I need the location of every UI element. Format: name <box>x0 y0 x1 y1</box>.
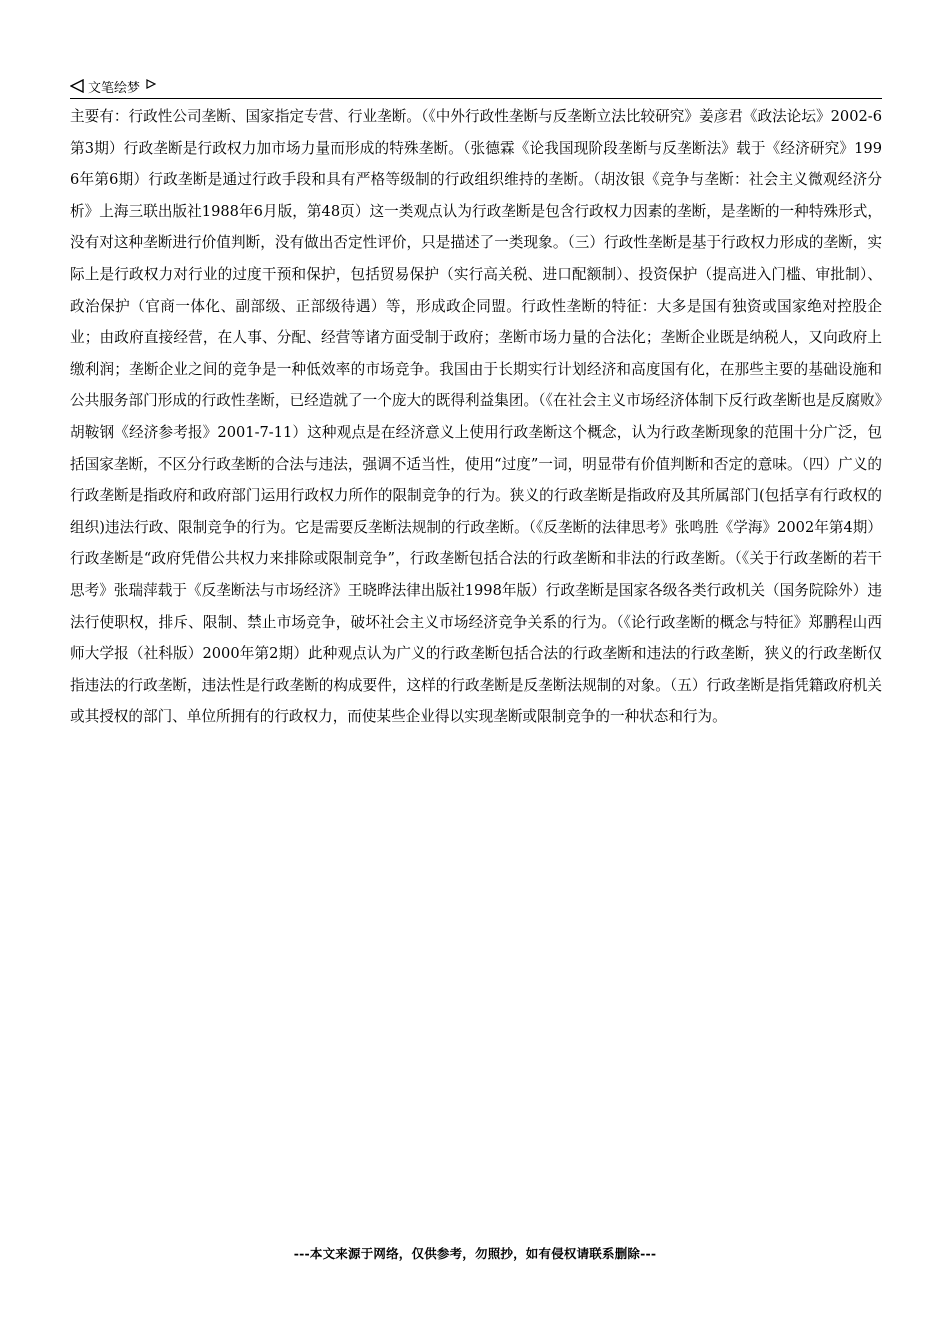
page-header <box>70 74 882 98</box>
header-divider <box>70 98 882 99</box>
header-title: 文笔绘梦 <box>88 80 141 96</box>
triangle-left-outline-icon <box>70 79 84 93</box>
page-footer-disclaimer: ---本文来源于网络，仅供参考，勿照抄，如有侵权请联系删除--- <box>293 1246 657 1261</box>
body-paragraph: 主要有：行政性公司垄断、国家指定专营、行业垄断。（《中外行政性垄断与反垄断立法比较研究》姜彦君《政法论坛》2002-6第3期）行政垄断是行政权力加市场力量而形成的特殊垄断。（张德霖《论我国现阶段垄断与反垄断法》载于《经济研究》1996年第6期）行政垄断是通过行政手段和具有严格等级制的行政组织维持的垄断。（胡汝银《竞争与垄断：社会主义微观经济分析》上海三联出版社1988年6月版，第48页）这一类观点认为行政垄断是包含行政权力因素的垄断，是垄断的一种特殊形式，没有对这种垄断进行价值判断，没有做出否定性评价，只是描述了一类现象。（三）行政性垄断是基于行政权力形成的垄断，实际上是行政权力对行业的过度干预和保护，包括贸易保护（实行高关税、进口配额制）、投资保护（提高进入门槛、审批制）、政治保护（官商一体化、副部级、正部级待遇）等，形成政企同盟。行政性垄断的特征：大多是国有独资或国家绝对控股企业；由政府直接经营，在人事、分配、经营等诸方面受制于政府；垄断市场力量的合法化；垄断企业既是纳税人，又向政府上缴利润；垄断企业之间的竞争是一种低效率的市场竞争。我国由于长期实行计划经济和高度国有化，在那些主要的基础设施和公共服务部门形成的行政性垄断，已经造就了一个庞大的既得利益集团。（《在社会主义市场经济体制下反行政垄断也是反腐败》胡鞍钢《经济参考报》2001-7-11）这种观点是在经济意义上使用行政垄断这个概念，认为行政垄断现象的范围十分广泛，包括国家垄断，不区分行政垄断的合法与违法，强调不适当性，使用“过度”一词，明显带有价值判断和否定的意味。（四）广义的行政垄断是指政府和政府部门运用行政权力所作的限制竞争的行为。狭义的行政垄断是指政府及其所属部门(包括享有行政权的组织)违法行政、限制竞争的行为。它是需要反垄断法规制的行政垄断。（《反垄断的法律思考》张鸣胜《学海》2002年第4期）行政垄断是“政府凭借公共权力来排除或限制竞争”，行政垄断包括合法的行政垄断和非法的行政垄断。（《关于行政垄断的若干思考》张瑞萍载于《反垄断法与市场经济》王晓晔法律出版社1998年版）行政垄断是国家各级各类行政机关（国务院除外）违法行使职权，排斥、限制、禁止市场竞争，破坏社会主义市场经济竞争关系的行为。（《论行政垄断的概念与特征》郑鹏程山西师大学报（社科版）2000年第2期）此种观点认为广义的行政垄断包括合法的行政垄断和违法的行政垄断，狭义的行政垄断仅指违法的行政垄断，违法性是行政垄断的构成要件，这样的行政垄断是反垄断法规制的对象。（五）行政垄断是指凭籍政府机关或其授权的部门、单位所拥有的行政权力，而使某些企业得以实现垄断或限制竞争的一种状态和行为。 <box>70 108 882 726</box>
triangle-right-outline-icon <box>146 78 156 88</box>
